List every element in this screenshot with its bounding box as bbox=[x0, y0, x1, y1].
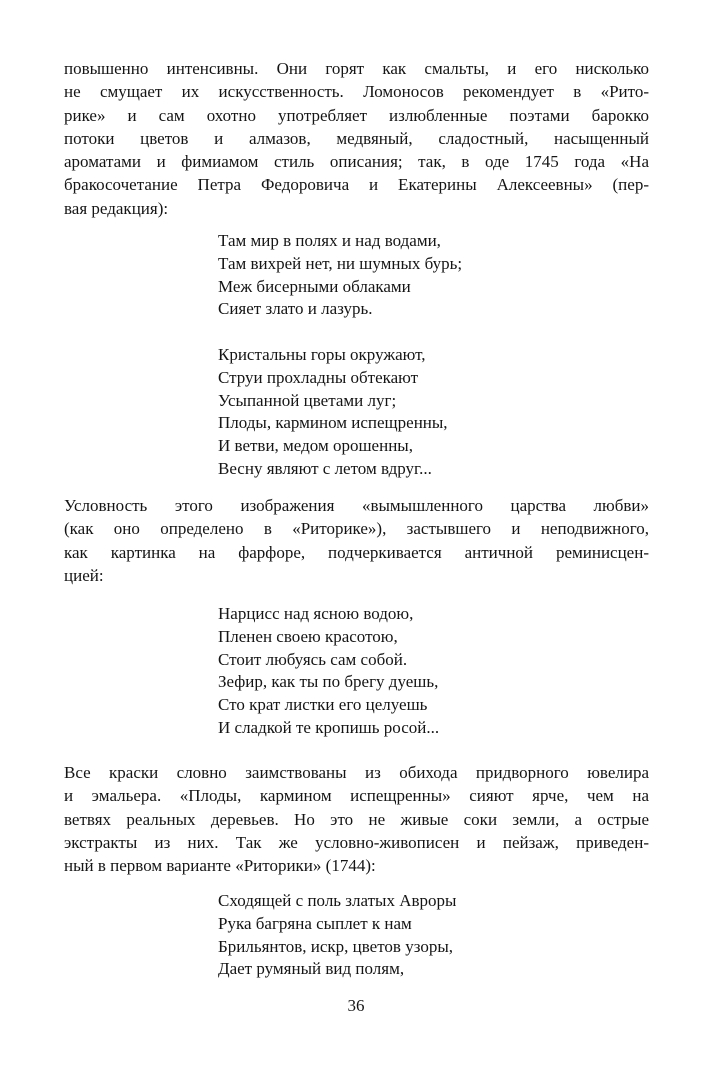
paragraph-line: потоки цветов и алмазов, медвяный, сладостный, насыщенный bbox=[64, 128, 649, 148]
verse-line: Стоит любуясь сам собой. bbox=[218, 649, 408, 669]
verse-line: И сладкой те кропишь росой... bbox=[218, 717, 440, 737]
verse-line: Нарцисс над ясною водою, bbox=[218, 604, 414, 623]
paragraph-line: ароматами и фимиамом стиль описания; так, в оде 1745 года «На bbox=[64, 152, 649, 172]
verse-line: Усыпанной цветами луг; bbox=[218, 390, 397, 410]
verse-line: Брильянтов, искр, цветов узоры, bbox=[218, 936, 453, 956]
verse-line: Сходящей с поль златых Авроры bbox=[218, 891, 457, 910]
paragraph-line: не смущает их искусственность. Ломоносов рекомендует в «Рито- bbox=[64, 82, 649, 102]
paragraph-line: цией: bbox=[64, 565, 104, 585]
verse-line: Весну являют с летом вдруг... bbox=[218, 458, 432, 478]
verse-stanza-2 bbox=[218, 344, 448, 481]
page-number: 36 bbox=[347, 996, 365, 1015]
verse-stanza-3 bbox=[218, 603, 439, 740]
paragraph-line: как картинка на фарфоре, подчеркивается античной реминисцен- bbox=[64, 542, 649, 562]
verse-stanza-4 bbox=[218, 890, 456, 981]
verse-line: Дает румяный вид полям, bbox=[218, 959, 405, 979]
verse-line: Меж бисерными облаками bbox=[218, 276, 411, 296]
verse-line: Там вихрей нет, ни шумных бурь; bbox=[218, 253, 463, 273]
verse-line: Рука багряна сыплет к нам bbox=[218, 913, 412, 933]
verse-line: Сто крат листки его целуешь bbox=[218, 695, 428, 715]
paragraph-line: Все краски словно заимствованы из обихода придворного ювелира bbox=[64, 763, 649, 782]
verse-line: Пленен своею красотою, bbox=[218, 626, 398, 646]
paragraph-line: ный в первом варианте «Риторики» (1744): bbox=[64, 856, 376, 876]
paragraph-2 bbox=[64, 494, 649, 587]
verse-line: И ветви, медом орошенны, bbox=[218, 436, 413, 456]
verse-line: Кристальны горы окружают, bbox=[218, 345, 426, 364]
paragraph-line: повышенно интенсивны. Они горят как смальты, и его нисколько bbox=[64, 59, 649, 78]
verse-stanza-1 bbox=[218, 230, 462, 321]
paragraph-3 bbox=[64, 761, 649, 877]
paragraph-line: бракосочетание Петра Федоровича и Екатерины Алексеевны» (пер- bbox=[64, 175, 649, 195]
verse-line: Струи прохладны обтекают bbox=[218, 367, 419, 387]
paragraph-line: Условность этого изображения «вымышленного царства любви» bbox=[64, 496, 649, 515]
paragraph-line: экстракты из них. Так же условно-живописен и пейзаж, приведен- bbox=[64, 832, 649, 852]
verse-line: Там мир в полях и над водами, bbox=[218, 231, 441, 250]
paragraph-line: (как оно определено в «Риторике»), застывшего и неподвижного, bbox=[64, 519, 649, 539]
verse-line: Зефир, как ты по брегу дуешь, bbox=[218, 672, 439, 692]
paragraph-line: ветвях реальных деревьев. Но это не живые соки земли, а острые bbox=[64, 809, 649, 829]
verse-line: Плоды, кармином испещренны, bbox=[218, 413, 448, 433]
paragraph-line: рике» и сам охотно употребляет излюбленные поэтами барокко bbox=[64, 105, 649, 125]
paragraph-1 bbox=[64, 57, 649, 220]
verse-line: Сияет злато и лазурь. bbox=[218, 299, 373, 319]
paragraph-line: вая редакция): bbox=[64, 198, 169, 218]
paragraph-line: и эмальера. «Плоды, кармином испещренны» сияют ярче, чем на bbox=[64, 786, 649, 806]
